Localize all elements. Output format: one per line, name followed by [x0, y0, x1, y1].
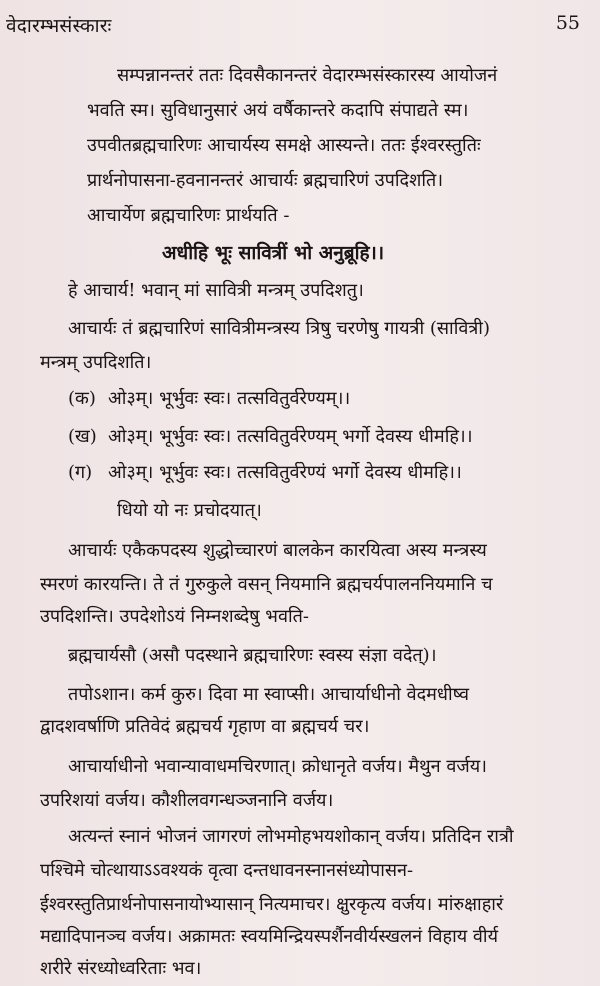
- mantra-text: ओ३म्। भूर्भुवः स्वः। तत्सवितुर्वरेण्यम्।।: [108, 388, 351, 409]
- paragraph-line: द्वादशवर्षाणि प्रतिवेदं ब्रह्मचर्य गृहाण वा ब्रह्मचर्य चर।: [40, 716, 370, 737]
- paragraph-line: मन्त्रम् उपदिशति।: [40, 352, 152, 373]
- paragraph-line: पश्चिमे चोत्थायाऽऽवश्यकं वृत्वा दन्तधावनस्नानसंध्योपासन-: [40, 860, 414, 881]
- paragraph-line: हे आचार्य! भवान् मां सावित्री मन्त्रम् उपदिशतु।: [68, 280, 364, 301]
- paragraph-line: मद्यादिपानञ्च वर्जय। अक्रामतः स्वयमिन्द्रियस्पर्शैनवीर्यस्खलनं विहाय वीर्य: [40, 926, 499, 947]
- paragraph-line: अत्यन्तं स्नानं भोजनं जागरणं लोभमोहभयशोकान् वर्जय। प्रतिदिन रात्रौ: [68, 826, 514, 847]
- paragraph-line: आचार्याधीनो भवान्यावाधमचिरणात्। क्रोधानृते वर्जय। मैथुन वर्जय।: [68, 756, 488, 777]
- paragraph-line: सम्पन्नानन्तरं ततः दिवसैकानन्तरं वेदारम्भसंस्कारस्य आयोजनं: [117, 65, 498, 86]
- paragraph-line: शरीरे संरध्योध्वरिताः भव।: [40, 958, 202, 979]
- paragraph-line: उपदिशन्ति। उपदेशोऽयं निम्नशब्देषु भवति-: [40, 606, 309, 627]
- mantra-item: [68, 426, 473, 448]
- running-head-title: वेदारम्भसंस्कारः: [6, 15, 112, 37]
- paragraph-line: आचार्यः तं ब्रह्मचारिणं सावित्रीमन्त्रस्य त्रिषु चरणेषु गायत्री (सावित्री): [68, 318, 490, 339]
- paragraph-line: तपोऽशान। कर्म कुरु। दिवा मा स्वाप्सी। आचार्याधीनो वेदमधीष्व: [68, 684, 469, 705]
- mantra-text: ओ३म्। भूर्भुवः स्वः। तत्सवितुर्वरेण्यम् भर्गो देवस्य धीमहि।।: [108, 426, 473, 447]
- paragraph-line: उपवीतब्रह्मचारिणः आचार्यस्य समक्षे आस्यन्ते। ततः ईश्वरस्तुतिः: [87, 135, 481, 156]
- paragraph-line: ईश्वरस्तुतिप्रार्थनोपासनायोभ्यासान् नित्यमाचर। क्षुरकृत्य वर्जय। मांरुक्षाहारं: [40, 894, 504, 915]
- mantra-item: [68, 388, 350, 410]
- paragraph-line: आचार्यः एकैकपदस्य शुद्धोच्चारणं बालकेन कारयित्वा अस्य मन्त्रस्य: [68, 540, 487, 561]
- mantra-label: (ख): [68, 426, 97, 447]
- paragraph-line: ब्रह्मचार्यसौ (असौ पदस्थाने ब्रह्मचारिणः स्वस्य संज्ञा वदेत्)।: [68, 645, 437, 666]
- page-number: 55: [555, 12, 580, 34]
- invocation-verse: अधीहि भूः सावित्रीं भो अनुब्रूहि।।: [162, 242, 385, 264]
- mantra-text: ओ३म्। भूर्भुवः स्वः। तत्सवितुर्वरेण्यं भर्गो देवस्य धीमहि।।: [108, 462, 462, 483]
- paragraph-line: आचार्येण ब्रह्मचारिणः प्रार्थयति -: [87, 205, 290, 226]
- mantra-label: (क): [68, 388, 96, 409]
- paragraph-line: स्मरणं कारयन्ति। ते तं गुरुकुले वसन् नियमानि ब्रह्मचर्यपालननियमानि च: [40, 574, 493, 595]
- paragraph-line: भवति स्म। सुविधानुसारं अयं वर्षैकान्तरे कदापि संपाद्यते स्म।: [87, 100, 469, 121]
- paragraph-line: उपरिशयां वर्जय। कौशीलवगन्धञ्जनानि वर्जय।: [40, 790, 334, 811]
- paragraph-line: प्रार्थनोपासना-हवनानन्तरं आचार्यः ब्रह्मचारिणं उपदिशति।: [87, 170, 444, 191]
- mantra-item: [68, 462, 462, 484]
- mantra-continuation: धियो यो नः प्रचोदयात्।: [117, 500, 262, 521]
- mantra-label: (ग): [68, 462, 93, 483]
